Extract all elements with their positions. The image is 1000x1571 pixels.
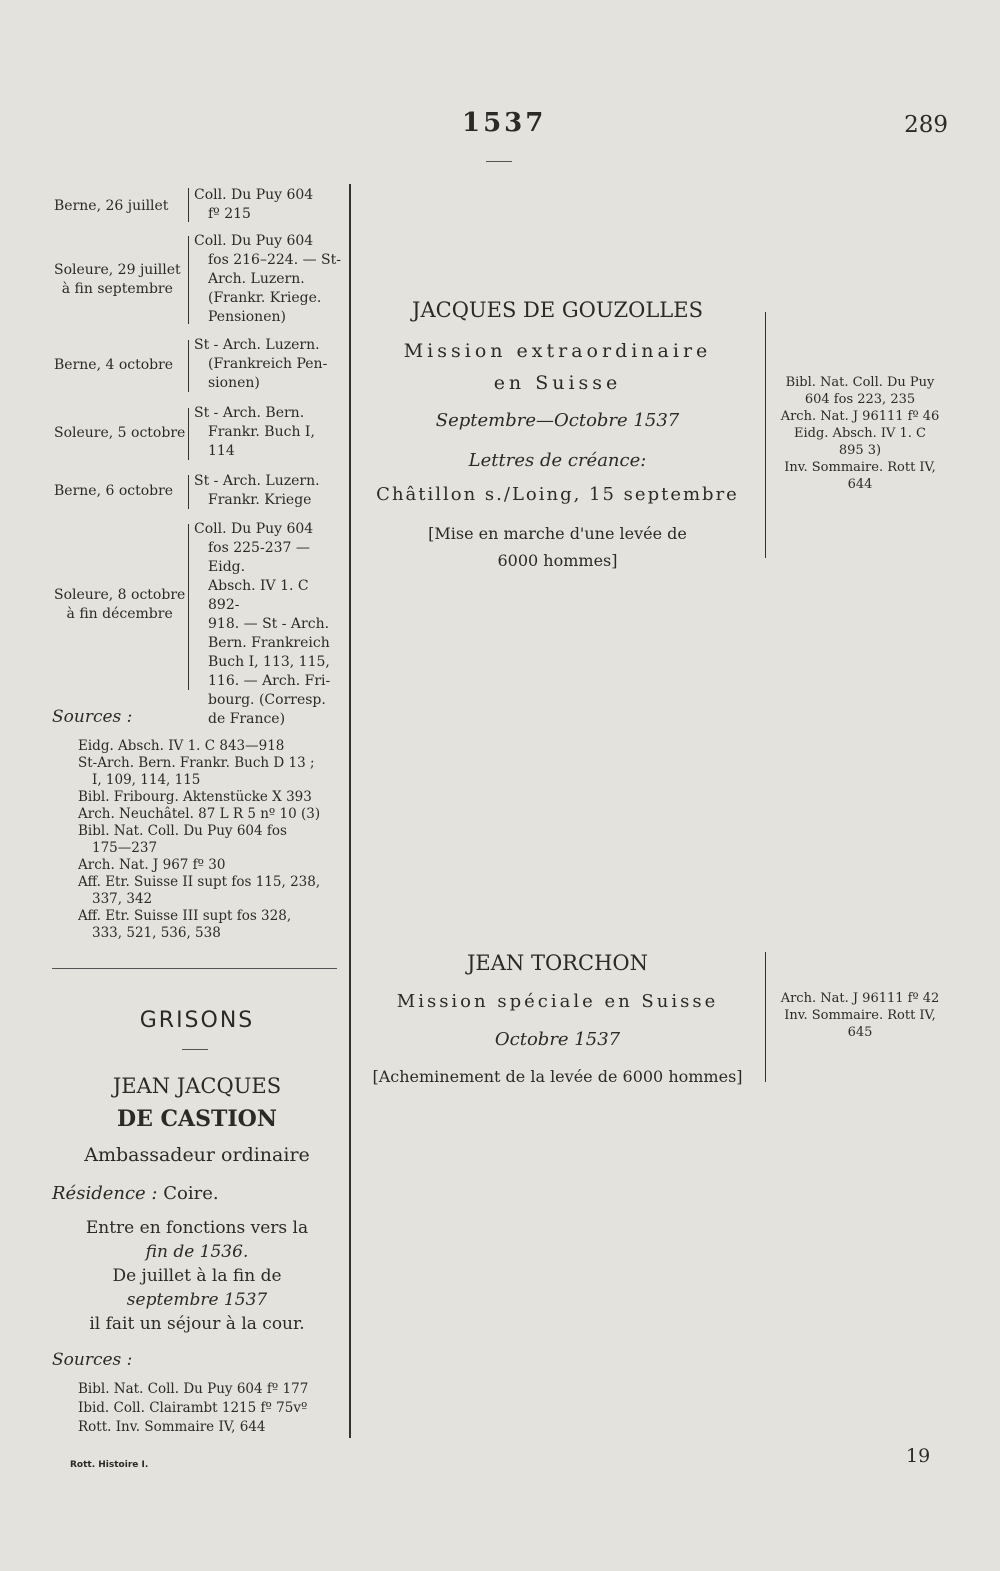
source-line: Bibl. Fribourg. Aktenstücke X 393 bbox=[78, 789, 312, 805]
torchon-name: JEAN TORCHON bbox=[467, 951, 648, 975]
entry-brace bbox=[188, 408, 189, 460]
gouzolles-place-date: Châtillon s./Loing, 15 septembre bbox=[376, 484, 739, 505]
gouzolles-name: JACQUES DE GOUZOLLES bbox=[412, 298, 703, 322]
left-column-divider bbox=[349, 184, 351, 1438]
source-line: Ibid. Coll. Clairambt 1215 fº 75vº bbox=[78, 1400, 308, 1416]
entry-place: Soleure, 5 octobre bbox=[54, 425, 186, 441]
entry-berne-4-octobre bbox=[54, 336, 344, 394]
castion-name-line2: DE CASTION bbox=[117, 1106, 277, 1132]
gouzolles-bracket bbox=[764, 312, 766, 558]
header-rule bbox=[486, 161, 512, 162]
grisons-rule bbox=[182, 1049, 208, 1050]
source-line: Arch. Neuchâtel. 87 L R 5 nº 10 (3) bbox=[78, 806, 321, 822]
gouzolles-letters: Lettres de créance: bbox=[468, 450, 647, 471]
entry-place: Berne, 6 octobre bbox=[54, 483, 174, 499]
entry-refs: St - Arch. Luzern. (Frankreich Pen- sionen) bbox=[194, 337, 328, 391]
residence-label: Résidence : bbox=[52, 1183, 158, 1204]
source-line: I, 109, 114, 115 bbox=[92, 772, 201, 788]
entry-place: Soleure, 8 octobre à fin décembre bbox=[54, 587, 186, 622]
entry-refs: Coll. Du Puy 604 fos 216–224. — St- Arch. Luzern. (Frankr. Kriege. Pensionen) bbox=[194, 233, 341, 325]
source-line: Eidg. Absch. IV 1. C 843—918 bbox=[78, 738, 285, 754]
entry-brace bbox=[188, 188, 189, 222]
entry-place: Berne, 4 octobre bbox=[54, 357, 174, 373]
source-line: Arch. Nat. J 967 fº 30 bbox=[78, 857, 226, 873]
castion-name-line1: JEAN JACQUES bbox=[112, 1074, 282, 1098]
entry-refs: Coll. Du Puy 604 fº 215 bbox=[194, 187, 314, 222]
section-separator bbox=[52, 968, 337, 969]
sources-list bbox=[78, 738, 343, 942]
castion-role: Ambassadeur ordinaire bbox=[84, 1144, 310, 1166]
entry-refs: Coll. Du Puy 604 fos 225-237 —Eidg. Absch. IV 1. C 892- 918. — St - Arch. Bern. Frankreich Buch I, 113, 115, 116. — Arch. Fri- bourg. (Corresp. de France) bbox=[194, 521, 331, 727]
torchon-note: [Acheminement de la levée de 6000 hommes] bbox=[372, 1067, 743, 1086]
source-line: Aff. Etr. Suisse II supt fos 115, 238, bbox=[78, 874, 321, 890]
source-line: 175—237 bbox=[92, 840, 158, 856]
entry-refs: St - Arch. Bern. Frankr. Buch I, 114 bbox=[194, 405, 315, 459]
source-line: Aff. Etr. Suisse III supt fos 328, bbox=[78, 908, 292, 924]
gouzolles-note: [Mise en marche d'une levée de 6000 hommes] bbox=[428, 524, 687, 570]
entry-brace bbox=[188, 475, 189, 509]
entry-brace bbox=[188, 236, 189, 324]
page-number: 289 bbox=[904, 112, 948, 138]
grisons-sources-list bbox=[78, 1380, 343, 1437]
gouzolles-refs: Bibl. Nat. Coll. Du Puy 604 fos 223, 235 Arch. Nat. J 96111 fº 46 Eidg. Absch. IV 1. C 895 3) Inv. Sommaire. Rott IV, 644 bbox=[780, 375, 940, 492]
source-line: Bibl. Nat. Coll. Du Puy 604 fº 177 bbox=[78, 1381, 309, 1397]
footer-signature: 19 bbox=[906, 1445, 931, 1467]
residence-value: Coire. bbox=[163, 1183, 219, 1204]
torchon-refs: Arch. Nat. J 96111 fº 42 Inv. Sommaire. Rott IV, 645 bbox=[780, 991, 940, 1040]
grisons-sources-heading: Sources : bbox=[52, 1350, 133, 1370]
grisons-heading: GRISONS bbox=[139, 1008, 255, 1033]
castion-text: Entre en fonctions vers la fin de 1536. De juillet à la fin de septembre 1537 il fait un séjour à la cour. bbox=[85, 1218, 309, 1334]
source-line: Bibl. Nat. Coll. Du Puy 604 fos bbox=[78, 823, 287, 839]
torchon-bracket bbox=[764, 952, 766, 1082]
source-line: 333, 521, 536, 538 bbox=[92, 925, 221, 941]
entry-refs: St - Arch. Luzern. Frankr. Kriege bbox=[194, 473, 320, 508]
source-line: 337, 342 bbox=[92, 891, 153, 907]
gouzolles-mission-line2: en Suisse bbox=[493, 372, 622, 394]
gouzolles-dates: Septembre—Octobre 1537 bbox=[435, 410, 680, 431]
torchon-date: Octobre 1537 bbox=[494, 1029, 621, 1050]
entry-soleure-29-juillet bbox=[54, 232, 344, 328]
sources-heading: Sources : bbox=[52, 707, 133, 727]
entry-berne-26-juillet bbox=[54, 186, 344, 224]
entry-soleure-5-octobre bbox=[54, 404, 344, 462]
gouzolles-mission-line1: Mission extraordinaire bbox=[403, 340, 712, 362]
page-year: 1537 bbox=[462, 108, 547, 138]
footer-left: Rott. Histoire I. bbox=[70, 1460, 149, 1470]
entry-place: Soleure, 29 juillet à fin septembre bbox=[54, 262, 181, 297]
source-line: Rott. Inv. Sommaire IV, 644 bbox=[78, 1419, 266, 1435]
source-line: St-Arch. Bern. Frankr. Buch D 13 ; bbox=[78, 755, 315, 771]
entry-berne-6-octobre bbox=[54, 472, 344, 512]
entry-brace bbox=[188, 524, 189, 690]
torchon-mission: Mission spéciale en Suisse bbox=[396, 991, 719, 1012]
residence bbox=[52, 1183, 219, 1204]
entry-place: Berne, 26 juillet bbox=[54, 198, 169, 214]
entry-brace bbox=[188, 340, 189, 392]
